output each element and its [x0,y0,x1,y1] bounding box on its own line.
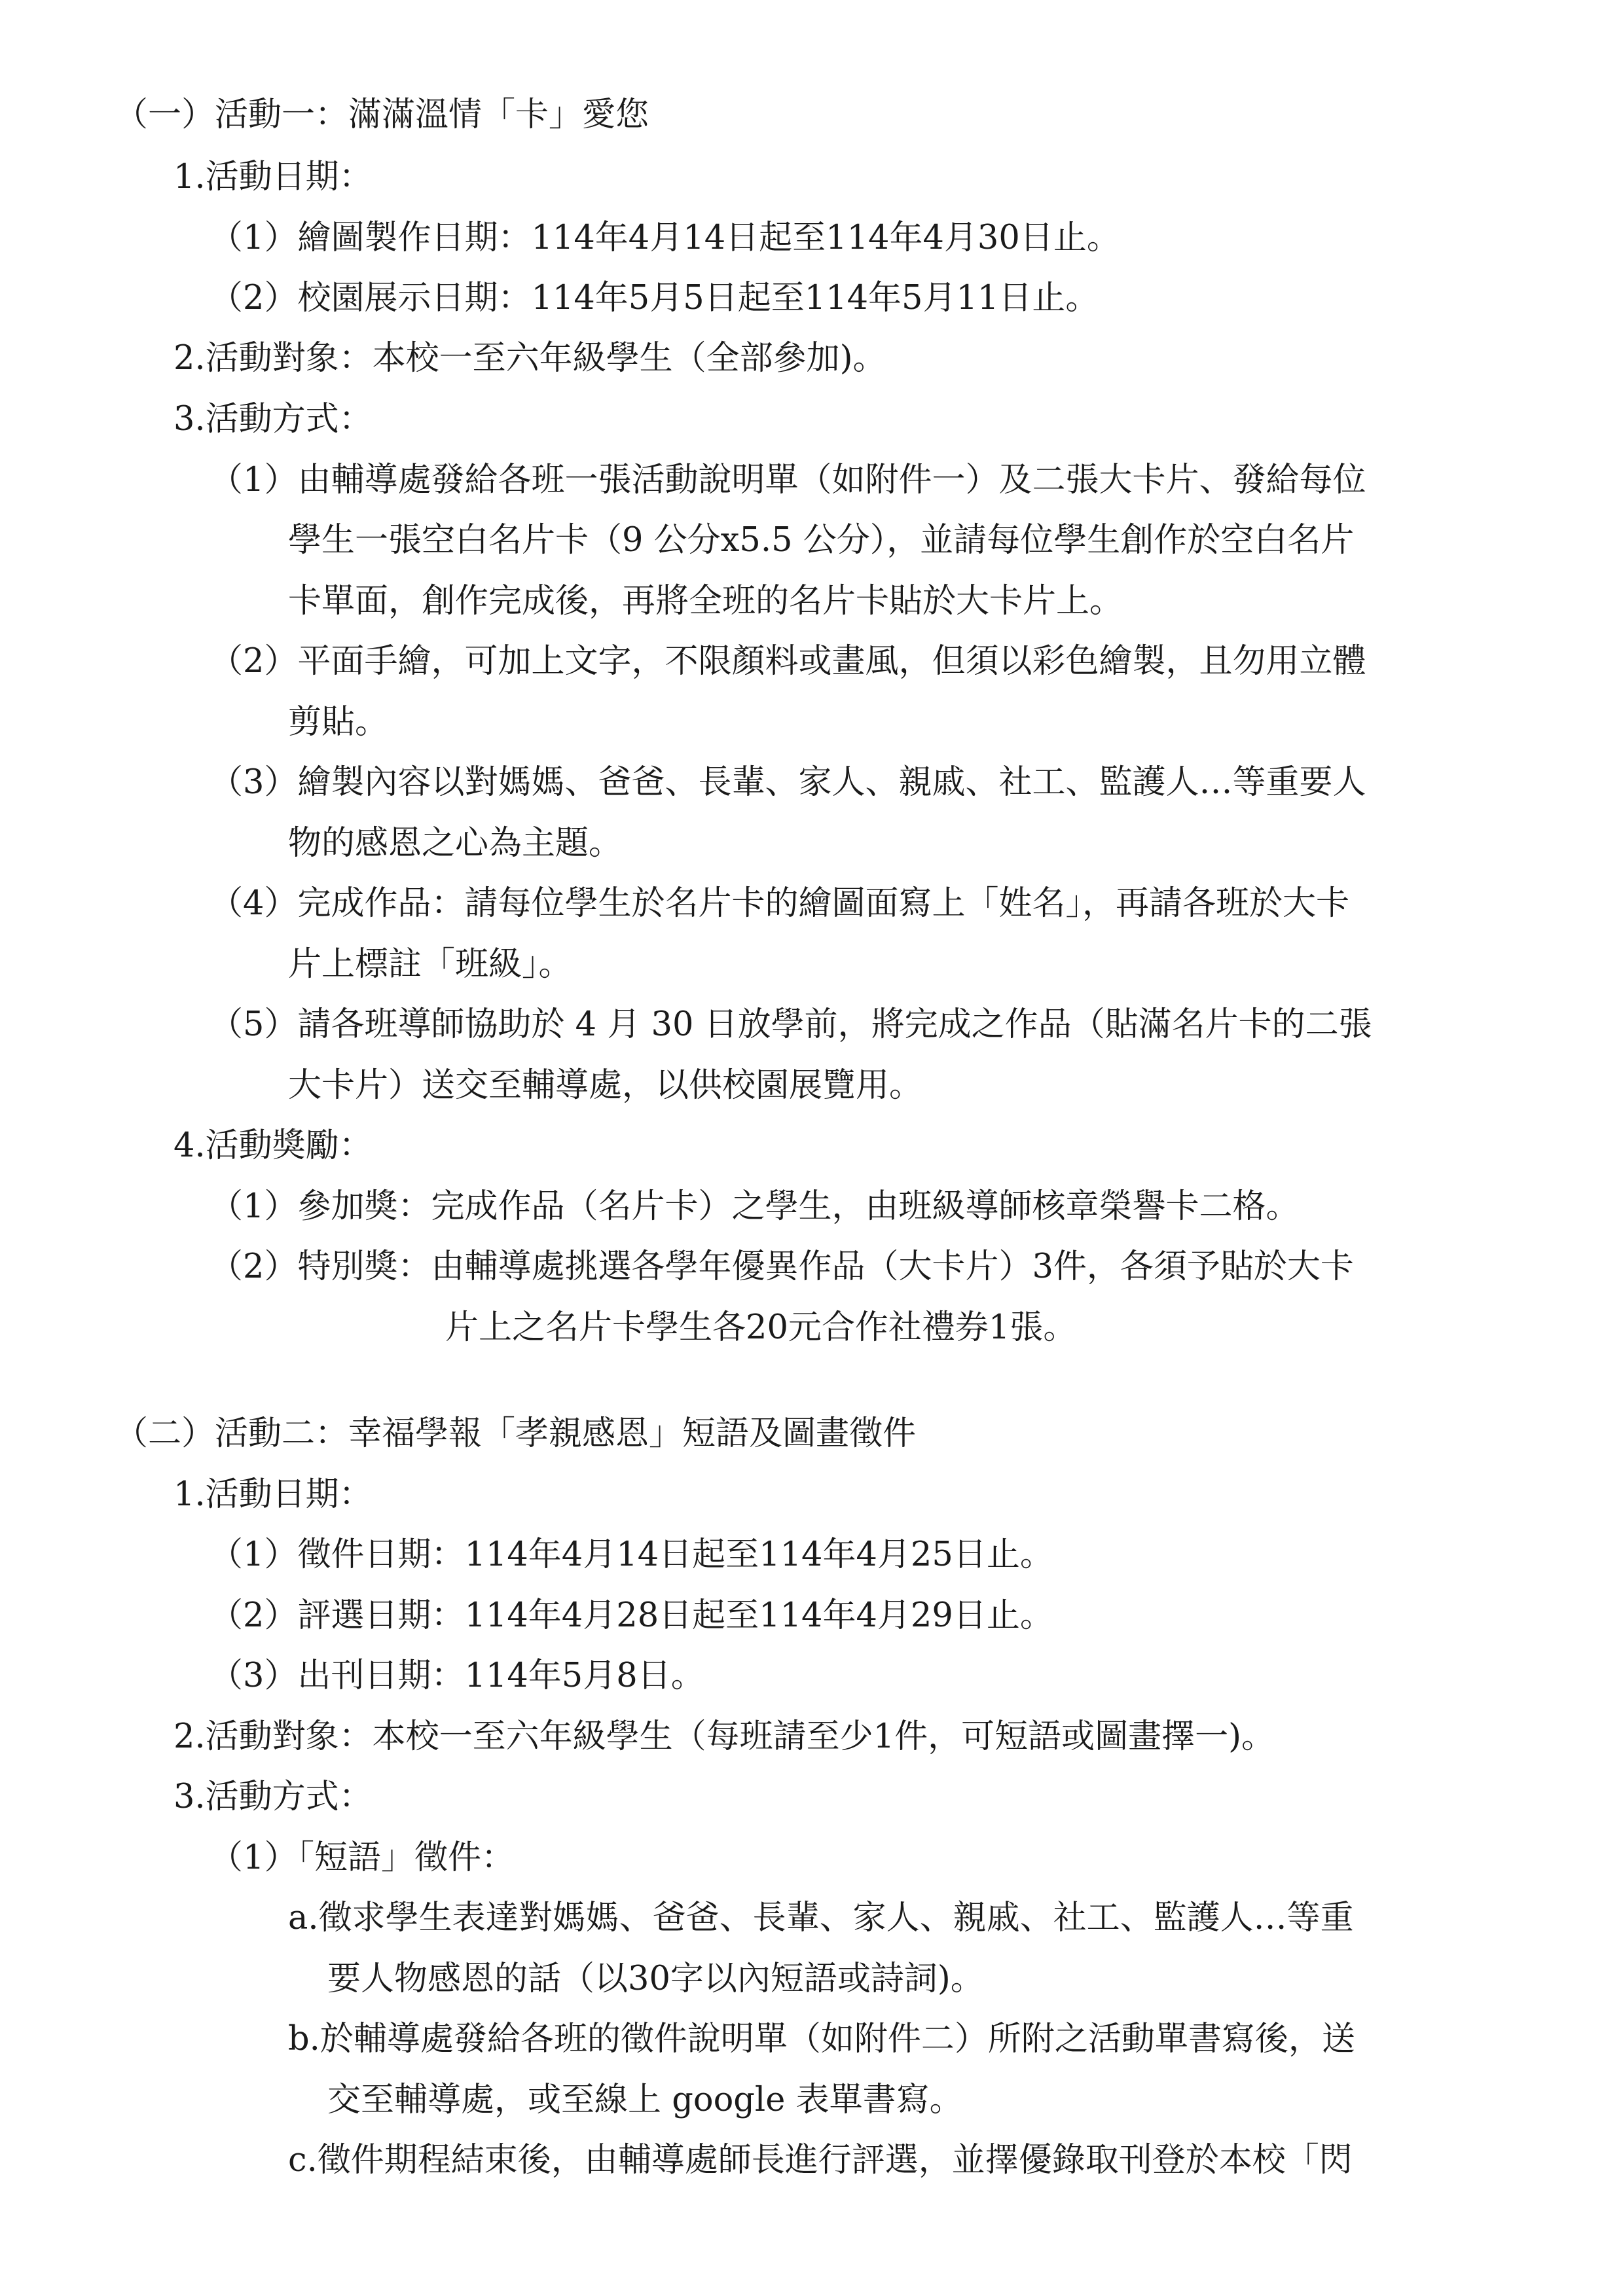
s1-method-1-line-2: 學生一張空白名片卡（9 公分x5.5 公分），並請每位學生創作於空白名片 [288,521,1355,560]
s1-method-5-line-1: （5）請各班導師協助於 4 月 30 日放學前，將完成之作品（貼滿名片卡的二張 [210,1005,1372,1044]
s1-method-1-line-1: （1）由輔導處發給各班一張活動說明單（如附件一）及二張大卡片、發給每位 [210,461,1366,499]
s2-method-heading: 3.活動方式： [173,1778,373,1816]
s1-award-2-line-2: 片上之名片卡學生各20元合作社禮券1張。 [445,1308,1077,1347]
s1-method-5-line-2: 大卡片）送交至輔導處，以供校園展覽用。 [288,1066,923,1105]
s2-date-item-2: （2）評選日期：114年4月28日起至114年4月29日止。 [210,1596,1053,1635]
s2-date-item-1: （1）徵件日期：114年4月14日起至114年4月25日止。 [210,1535,1053,1574]
s1-award-heading: 4.活動獎勵： [173,1126,373,1165]
s1-method-4-line-1: （4）完成作品：請每位學生於名片卡的繪圖面寫上「姓名」，再請各班於大卡 [210,884,1349,923]
s2-date-item-3: （3）出刊日期：114年5月8日。 [210,1657,704,1695]
s1-method-2-line-1: （2）平面手繪，可加上文字，不限顏料或畫風，但須以彩色繪製，且勿用立體 [210,642,1366,681]
s1-date-item-2: （2）校園展示日期：114年5月5日起至114年5月11日止。 [210,279,1099,317]
s1-method-1-line-3: 卡單面，創作完成後，再將全班的名片卡貼於大卡片上。 [288,582,1123,620]
s1-award-2-line-1: （2）特別獎：由輔導處挑選各學年優異作品（大卡片）3件，各須予貼於大卡 [210,1247,1354,1286]
section-2-title: （二）活動二：幸福學報「孝親感恩」短語及圖畫徵件 [115,1414,917,1453]
s2-item-b-line-2: 交至輔導處，或至線上 google 表單書寫。 [327,2081,963,2119]
s1-target: 2.活動對象：本校一至六年級學生（全部參加)。 [173,339,886,378]
s2-item-a-line-2: 要人物感恩的話（以30字以內短語或詩詞)。 [327,1960,984,1998]
s1-award-1: （1）參加獎：完成作品（名片卡）之學生，由班級導師核章榮譽卡二格。 [210,1187,1300,1226]
s1-method-3-line-1: （3）繪製內容以對媽媽、爸爸、長輩、家人、親戚、社工、監護人…等重要人 [210,763,1366,802]
s1-method-heading: 3.活動方式： [173,400,373,439]
s2-date-heading: 1.活動日期： [173,1475,373,1514]
s1-method-4-line-2: 片上標註「班級」。 [288,945,572,984]
s2-method-1-heading: （1）「短語」徵件： [210,1839,515,1877]
s1-method-3-line-2: 物的感恩之心為主題。 [288,824,623,863]
s1-date-item-1: （1）繪圖製作日期：114年4月14日起至114年4月30日止。 [210,219,1120,257]
s2-item-c-line-1: c.徵件期程結束後，由輔導處師長進行評選，並擇優錄取刊登於本校「閃 [288,2141,1353,2179]
s2-item-b-line-1: b.於輔導處發給各班的徵件說明單（如附件二）所附之活動單書寫後，送 [288,2020,1355,2058]
s1-method-2-line-2: 剪貼。 [288,703,389,742]
s2-item-a-line-1: a.徵求學生表達對媽媽、爸爸、長輩、家人、親戚、社工、監護人…等重 [288,1899,1354,1937]
s2-target: 2.活動對象：本校一至六年級學生（每班請至少1件，可短語或圖畫擇一)。 [173,1717,1275,1756]
section-1-title: （一）活動一：滿滿溫情「卡」愛您 [115,96,649,134]
s1-date-heading: 1.活動日期： [173,158,373,196]
